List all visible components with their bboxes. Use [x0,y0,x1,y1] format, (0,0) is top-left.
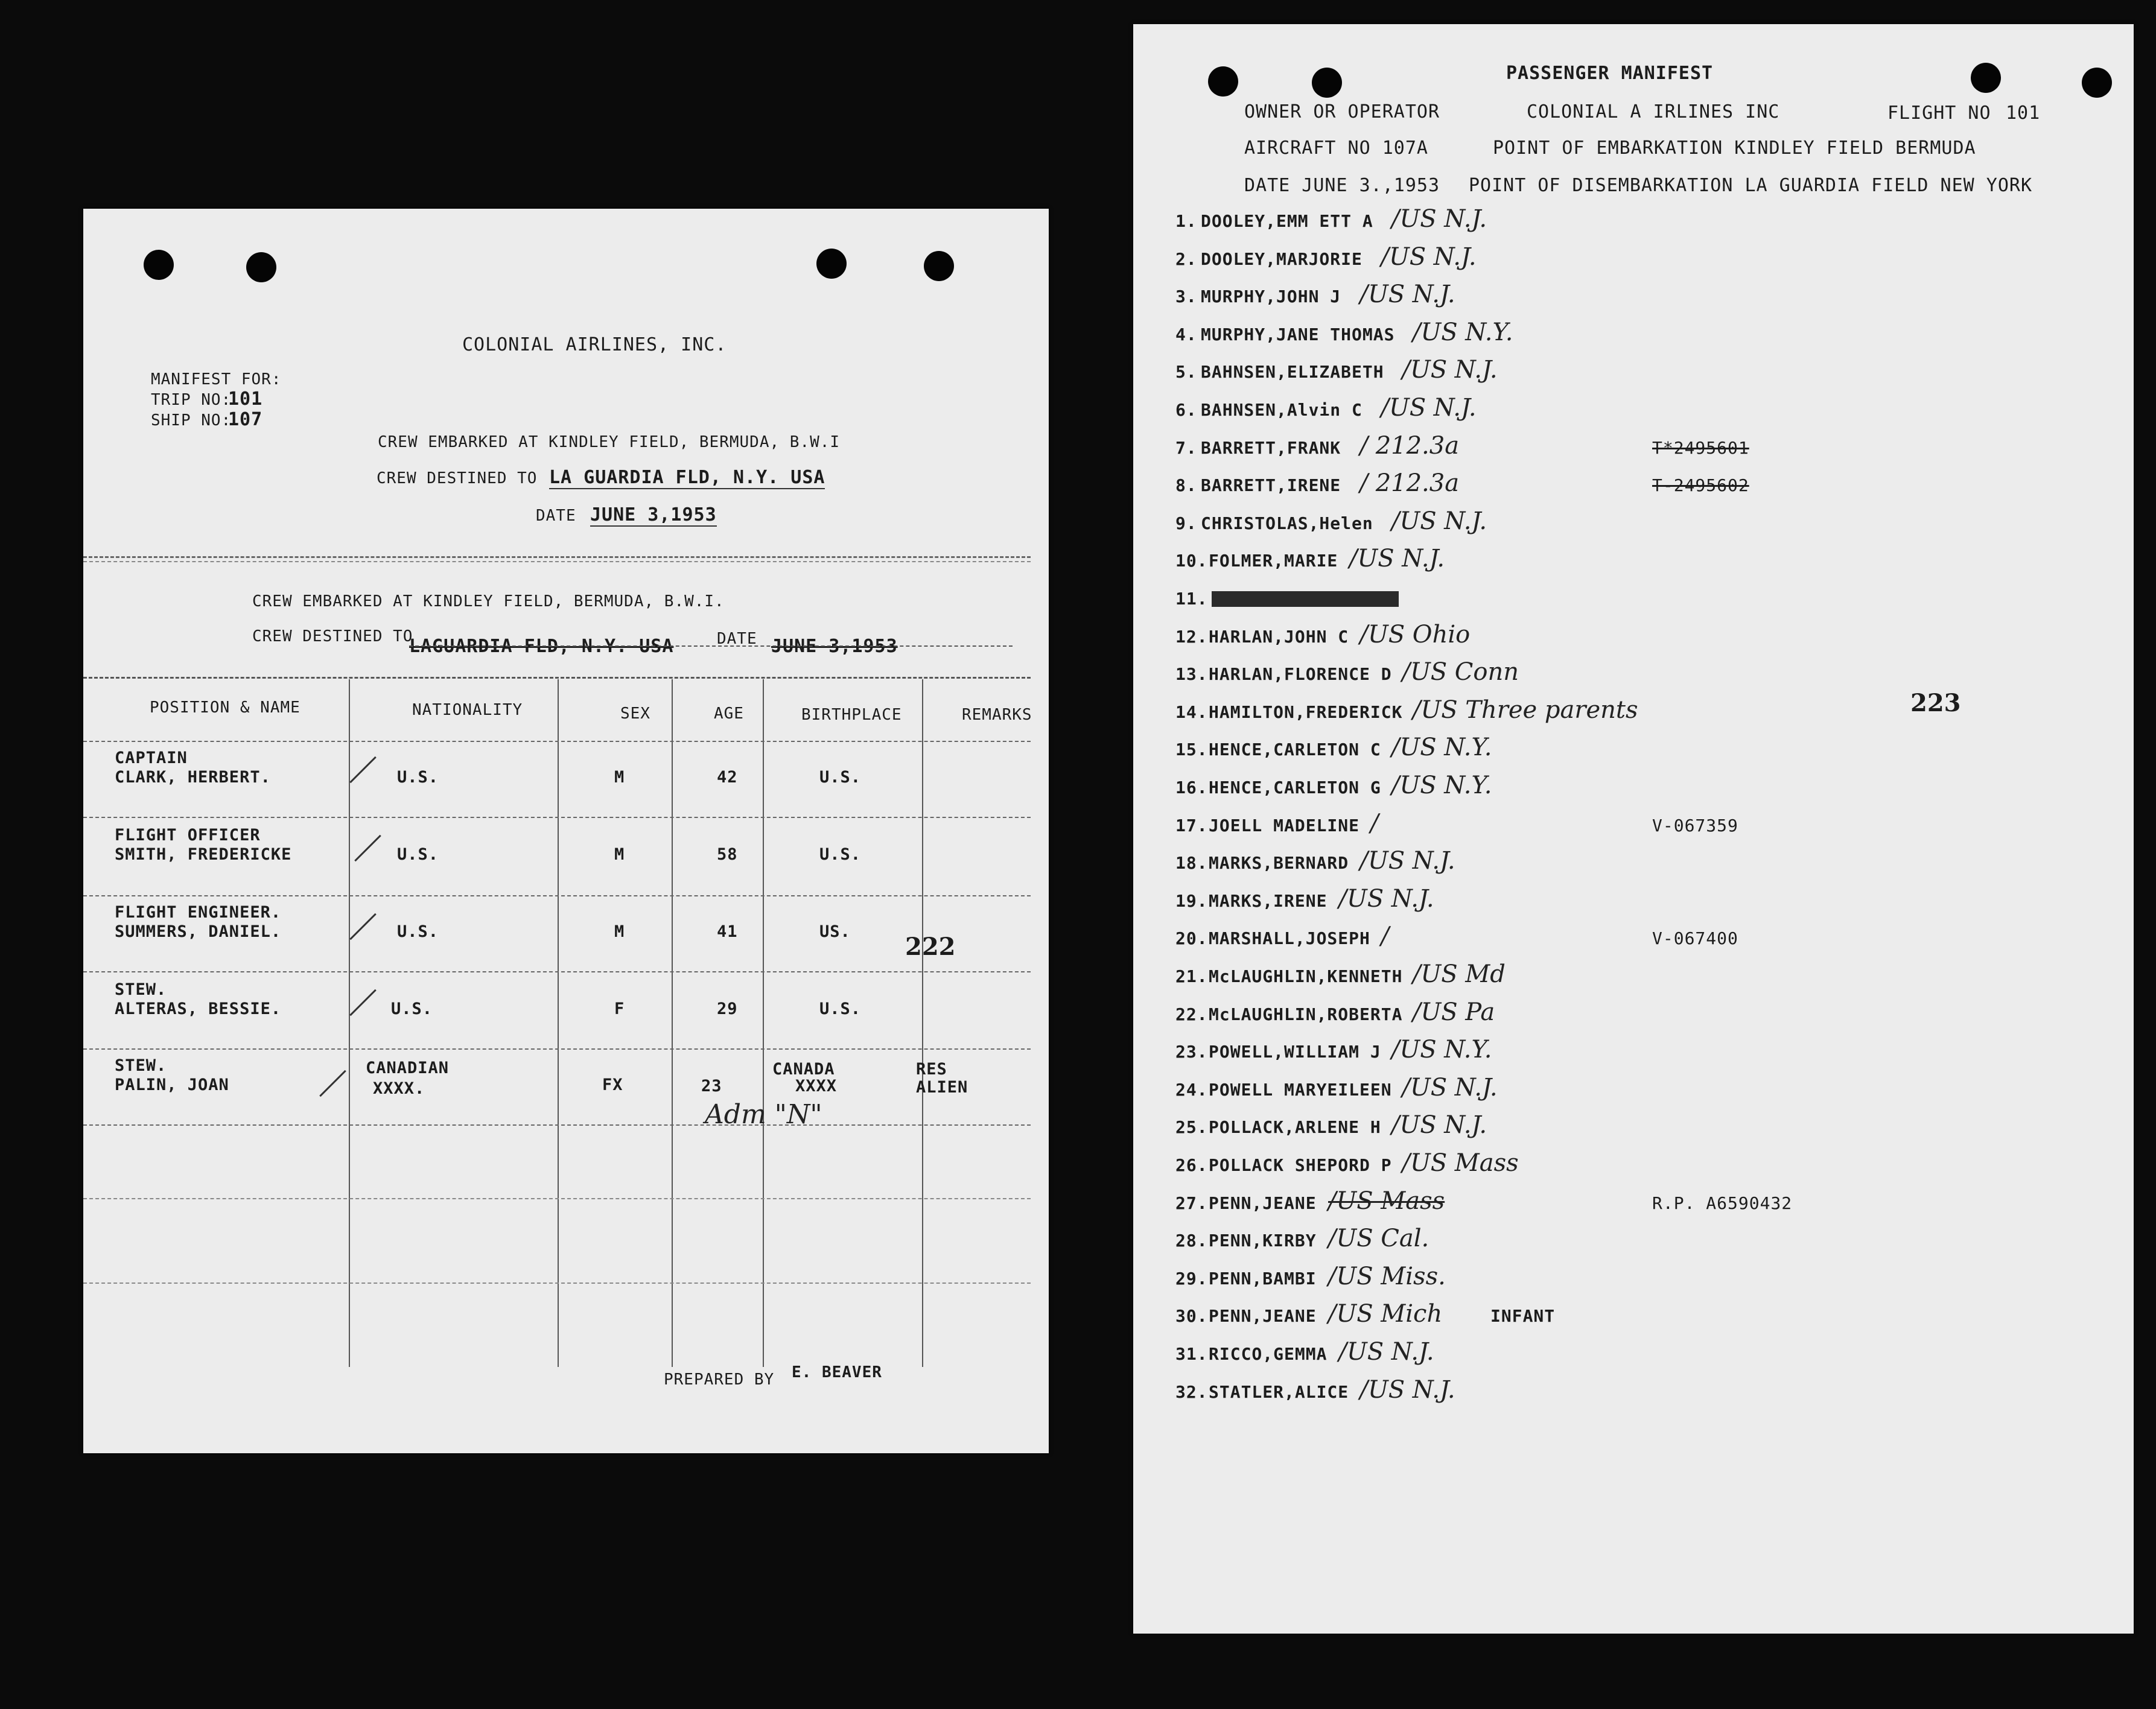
check-mark [354,835,381,862]
punch-hole [2082,68,2112,98]
handwritten-annotation: /US N.J. [1391,205,1487,233]
punch-hole [1971,63,2001,93]
passenger-reference: T*2495601 [1652,438,1749,458]
crew-nationality: U.S. [397,845,439,864]
row-border [83,895,1031,896]
crew-remarks: RES ALIEN [916,1060,968,1097]
crew-destined-label: CREW DESTINED TO [377,469,538,487]
date-value-2: JUNE 3,1953 [771,636,898,657]
crew-position: FLIGHT ENGINEER. [115,903,282,922]
passenger-name: McLAUGHLIN,ROBERTA [1209,1004,1403,1024]
passenger-number: 9. [1175,513,1197,533]
passenger-number: 4. [1175,325,1197,344]
birthplace-overstrike: XXXX [795,1077,838,1095]
crew-name: SUMMERS, DANIEL. [115,922,282,941]
crew-sex: M [614,768,625,787]
aircraft-number: AIRCRAFT NO 107A [1244,138,1428,159]
handwritten-annotation: /US Three parents [1413,696,1638,724]
passenger-number: 28. [1175,1231,1208,1251]
handwritten-annotation: /US Ohio [1359,621,1471,648]
passenger-number: 26. [1175,1155,1208,1175]
company-name: COLONIAL AIRLINES, INC. [462,334,727,355]
underline [409,645,1013,647]
passenger-name: HENCE,CARLETON G [1209,778,1381,797]
ship-label: SHIP NO: [151,411,232,430]
passenger-number: 22. [1175,1004,1208,1024]
check-mark [349,756,377,784]
handwritten-annotation: /US Conn [1402,658,1519,686]
crew-name: CLARK, HERBERT. [115,768,271,787]
handwritten-annotation: / [1370,810,1379,837]
passenger-name: STATLER,ALICE [1209,1382,1349,1402]
crew-birthplace: U.S. [819,1000,862,1018]
column-divider [922,679,923,1367]
passenger-number: 31. [1175,1344,1208,1364]
header-nationality: NATIONALITY [412,701,523,719]
header-remarks: REMARKS [962,706,1032,724]
passenger-name: MARKS,BERNARD [1209,853,1349,873]
passenger-name: RICCO,GEMMA [1209,1344,1328,1364]
handwritten-annotation: /US N.J. [1381,394,1477,422]
manifest-title: PASSENGER MANIFEST [1506,63,1714,84]
passenger-number: 7. [1175,438,1197,458]
handwritten-annotation: /US N.Y. [1391,1036,1492,1064]
passenger-name: PENN,BAMBI [1209,1269,1317,1289]
crew-nationality: U.S. [397,922,439,941]
table-top-border [83,677,1031,679]
passenger-name: McLAUGHLIN,KENNETH [1209,966,1403,986]
crew-birthplace: US. [819,922,851,941]
punch-hole [246,252,276,282]
row-border [83,1283,1031,1284]
passenger-number: 2. [1175,249,1197,269]
crew-nationality: CANADIAN [366,1059,450,1077]
crew-sex: FX [602,1076,623,1094]
flight-label: FLIGHT NO [1887,103,1991,124]
header-border [83,741,1031,742]
passenger-number: 3. [1175,287,1197,306]
passenger-number: 11. [1175,589,1208,609]
punch-hole [144,250,174,280]
header-sex: SEX [620,705,650,723]
crew-embarked-line: CREW EMBARKED AT KINDLEY FIELD, BERMUDA, B.W.I [378,433,841,451]
page-number: 222 [905,933,956,961]
trip-label: TRIP NO: [151,391,232,409]
handwritten-annotation: /US N.J. [1359,847,1455,875]
passenger-name: HARLAN,FLORENCE D [1209,664,1392,684]
handwritten-annotation: /US N.Y. [1391,734,1492,761]
passenger-name: PENN,JEANE [1209,1193,1317,1213]
passenger-number: 29. [1175,1269,1208,1289]
handwritten-annotation: /US N.J. [1402,356,1498,384]
ship-number: 107 [228,409,263,430]
passenger-name: MARKS,IRENE [1209,891,1328,911]
header-age: AGE [714,705,744,723]
crew-position: STEW. [115,1056,167,1075]
handwritten-annotation: /US N.J. [1359,281,1455,308]
crew-birthplace: U.S. [819,768,862,787]
handwritten-annotation: /US Md [1413,960,1506,988]
divider [83,556,1031,558]
passenger-name: DOOLEY,EMM ETT A [1201,211,1373,231]
crew-position: CAPTAIN [115,749,188,767]
passenger-number: 21. [1175,966,1208,986]
date-value: JUNE 3,1953 [590,504,717,525]
prepared-by-name: E. BEAVER [792,1363,882,1381]
column-divider [763,679,764,1367]
passenger-name: POWELL,WILLIAM J [1209,1042,1381,1062]
passenger-name: MURPHY,JOHN J [1201,287,1341,306]
passenger-number: 30. [1175,1306,1208,1326]
crew-age: 41 [717,922,738,941]
crew-position: STEW. [115,980,167,999]
crew-birthplace: U.S. [819,845,862,864]
column-divider [672,679,673,1367]
passenger-number: 6. [1175,400,1197,420]
handwritten-annotation: /US N.J. [1402,1074,1498,1102]
header-birthplace: BIRTHPLACE [801,706,902,724]
row-border [83,971,1031,972]
handwritten-annotation: /US Cal. [1328,1225,1429,1252]
passenger-number: 1. [1175,211,1197,231]
passenger-reference: V-067400 [1652,928,1738,948]
crew-embarked-line-2: CREW EMBARKED AT KINDLEY FIELD, BERMUDA, B.W.I. [252,592,725,610]
owner-label: OWNER OR OPERATOR [1244,101,1440,122]
handwritten-annotation: /US Mich [1328,1300,1443,1328]
disembarkation-point: POINT OF DISEMBARKATION LA GUARDIA FIELD NEW YORK [1469,175,2033,196]
passenger-name: POWELL MARYEILEEN [1209,1080,1392,1100]
check-mark [319,1070,346,1097]
row-border [83,1124,1031,1126]
handwritten-annotation: / 212.3a [1359,432,1460,460]
passenger-reference: T-2495602 [1652,475,1749,495]
passenger-number: 24. [1175,1080,1208,1100]
crew-position: FLIGHT OFFICER [115,826,261,845]
crew-age: 23 [701,1077,722,1095]
passenger-name: MARSHALL,JOSEPH [1209,928,1370,948]
passenger-number: 8. [1175,475,1197,495]
passenger-number: 23. [1175,1042,1208,1062]
crew-name: SMITH, FREDERICKE [115,845,292,864]
handwritten-annotation: /US Miss. [1328,1263,1446,1290]
punch-hole [1312,68,1342,98]
divider [83,561,1031,562]
handwritten-annotation: / 212.3a [1359,469,1460,497]
date-label: DATE [536,507,576,525]
punch-hole [924,251,954,281]
manifest-date: DATE JUNE 3.,1953 [1244,175,1440,196]
embarkation-point: POINT OF EMBARKATION KINDLEY FIELD BERMUDA [1493,138,1976,159]
passenger-name: HARLAN,JOHN C [1209,627,1349,647]
punch-hole [816,249,847,279]
passenger-name: PENN,JEANE [1209,1306,1317,1326]
crew-sex: F [614,1000,625,1018]
passenger-reference: INFANT [1490,1306,1556,1326]
handwritten-annotation: /US N.J. [1381,243,1477,271]
punch-hole [1208,66,1238,97]
passenger-number: 20. [1175,928,1208,948]
handwritten-annotation: /US N.J. [1359,1376,1455,1404]
handwritten-annotation: /US N.J. [1338,1338,1434,1366]
crew-age: 42 [717,768,738,787]
handwritten-annotation: /US Mass [1402,1149,1519,1177]
date-label-2: DATE [717,630,757,648]
passenger-number: 13. [1175,664,1208,684]
crew-name: ALTERAS, BESSIE. [115,1000,282,1018]
row-border [83,817,1031,818]
prepared-by-label: PREPARED BY [664,1371,775,1389]
passenger-name: FOLMER,MARIE [1209,551,1338,571]
passenger-manifest-page [1133,24,2134,1634]
row-border [83,1198,1031,1199]
page-number: 223 [1910,689,1961,717]
passenger-number: 5. [1175,362,1197,382]
trip-number: 101 [228,388,263,410]
handwritten-annotation: /US N.J. [1391,507,1487,535]
passenger-name: BARRETT,FRANK [1201,438,1341,458]
passenger-number: 32. [1175,1382,1208,1402]
crew-nationality: U.S. [397,768,439,787]
handwritten-annotation: /US N.Y. [1413,319,1513,346]
passenger-name: CHRISTOLAS,Helen [1201,513,1373,533]
nationality-overstrike: XXXX. [373,1079,425,1098]
redaction-bar [1212,591,1399,607]
crew-destined-value: LA GUARDIA FLD, N.Y. USA [549,467,825,488]
passenger-name: POLLACK SHEPORD P [1209,1155,1392,1175]
crew-destined-label-2: CREW DESTINED TO [252,627,413,645]
passenger-name: BAHNSEN,Alvin C [1201,400,1363,420]
handwritten-annotation: /US Pa [1413,998,1495,1026]
passenger-number: 16. [1175,778,1208,797]
passenger-name: BARRETT,IRENE [1201,475,1341,495]
header-position-name: POSITION & NAME [150,699,301,717]
handwritten-annotation: /US N.J. [1338,885,1434,913]
crew-age: 58 [717,845,738,864]
handwritten-annotation: /US N.J. [1349,545,1445,572]
crew-sex: M [614,845,625,864]
passenger-number: 18. [1175,853,1208,873]
handwritten-annotation: / [1381,922,1389,950]
manifest-for-label: MANIFEST FOR: [151,370,282,388]
crew-birthplace: CANADA [772,1060,835,1079]
passenger-reference: V-067359 [1652,816,1738,835]
owner-value: COLONIAL A IRLINES INC [1527,101,1780,122]
passenger-number: 12. [1175,627,1208,647]
passenger-name: HENCE,CARLETON C [1209,740,1381,759]
passenger-number: 27. [1175,1193,1208,1213]
passenger-name: BAHNSEN,ELIZABETH [1201,362,1384,382]
passenger-name: MURPHY,JANE THOMAS [1201,325,1395,344]
passenger-number: 17. [1175,816,1208,835]
passenger-number: 25. [1175,1117,1208,1137]
passenger-name: PENN,KIRBY [1209,1231,1317,1251]
passenger-number: 15. [1175,740,1208,759]
crew-sex: M [614,922,625,941]
crew-manifest-page [83,209,1049,1453]
handwritten-annotation: /US Mass [1328,1187,1445,1215]
handwritten-note: Adm "N" [705,1099,822,1130]
passenger-number: 14. [1175,702,1208,722]
passenger-number: 19. [1175,891,1208,911]
flight-number: 101 [2006,103,2041,124]
crew-name: PALIN, JOAN [115,1076,229,1094]
passenger-name: JOELL MADELINE [1209,816,1360,835]
row-border [83,1048,1031,1050]
passenger-reference: R.P. A6590432 [1652,1193,1793,1213]
handwritten-annotation: /US N.Y. [1391,772,1492,799]
passenger-name: HAMILTON,FREDERICK [1209,702,1403,722]
passenger-number: 10. [1175,551,1208,571]
crew-destined-value-2: LAGUARDIA FLD, N.Y. USA [409,636,674,657]
check-mark [349,989,377,1016]
passenger-name: POLLACK,ARLENE H [1209,1117,1381,1137]
handwritten-annotation: /US N.J. [1391,1111,1487,1139]
crew-nationality: U.S. [391,1000,433,1018]
crew-age: 29 [717,1000,738,1018]
column-divider [558,679,559,1367]
passenger-name: DOOLEY,MARJORIE [1201,249,1363,269]
check-mark [349,913,377,940]
